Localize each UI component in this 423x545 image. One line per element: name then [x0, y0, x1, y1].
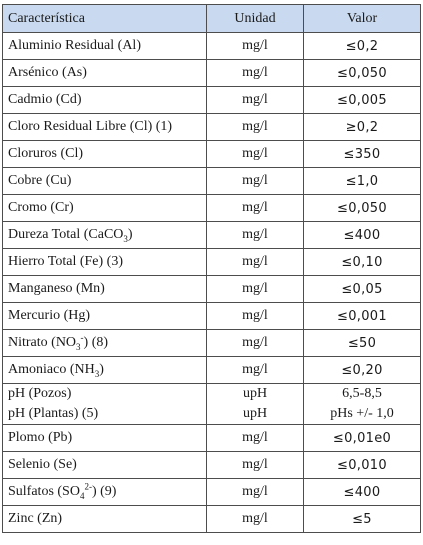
row-value: ≤0,2	[304, 33, 421, 60]
row-unit	[207, 384, 304, 425]
table-row	[3, 357, 421, 384]
row-value: ≤0,05	[304, 276, 421, 303]
row-name: Cromo (Cr)	[3, 195, 207, 222]
row-value: ≤0,050	[304, 60, 421, 87]
row-name: Cadmio (Cd)	[3, 87, 207, 114]
row-unit: mg/l	[207, 330, 304, 357]
row-value: ≤0,01e0	[304, 425, 421, 452]
row-value: ≤400	[304, 479, 421, 506]
name-text: Dureza Total (CaCO	[8, 227, 124, 242]
row-unit: mg/l	[207, 60, 304, 87]
row-unit: mg/l	[207, 114, 304, 141]
row-value: ≤350	[304, 141, 421, 168]
row-unit: mg/l	[207, 303, 304, 330]
row-name: Manganeso (Mn)	[3, 276, 207, 303]
row-name	[3, 479, 207, 506]
table-row	[3, 141, 421, 168]
table-row	[3, 506, 421, 533]
name-text: ) (9)	[91, 484, 117, 499]
row-unit: mg/l	[207, 452, 304, 479]
row-unit: mg/l	[207, 479, 304, 506]
row-unit: mg/l	[207, 141, 304, 168]
row-name	[3, 384, 207, 425]
ph-pozos-label: pH (Pozos)	[8, 386, 72, 401]
row-value: ≤5	[304, 506, 421, 533]
row-name: Hierro Total (Fe) (3)	[3, 249, 207, 276]
row-value: ≤400	[304, 222, 421, 249]
superscript: -	[80, 332, 84, 343]
row-name: Mercurio (Hg)	[3, 303, 207, 330]
row-name	[3, 330, 207, 357]
row-name: Cloruros (Cl)	[3, 141, 207, 168]
row-value: ≥0,2	[304, 114, 421, 141]
row-name: Zinc (Zn)	[3, 506, 207, 533]
row-name	[3, 357, 207, 384]
table-row	[3, 168, 421, 195]
name-text: ) (8)	[83, 335, 109, 350]
subscript: 3	[94, 368, 100, 379]
table-row	[3, 87, 421, 114]
row-unit: mg/l	[207, 357, 304, 384]
row-unit: mg/l	[207, 33, 304, 60]
name-text: Nitrato (NO	[8, 335, 77, 350]
subscript: 3	[76, 341, 81, 352]
ph-pozos-value: 6,5-8,5	[342, 386, 382, 401]
table-row	[3, 303, 421, 330]
table-row	[3, 222, 421, 249]
table-row	[3, 195, 421, 222]
row-value: ≤0,050	[304, 195, 421, 222]
row-value: ≤1,0	[304, 168, 421, 195]
ph-plantas-value: pHs +/- 1,0	[330, 406, 394, 421]
ph-pozos-unit: upH	[242, 386, 268, 401]
row-name: Cobre (Cu)	[3, 168, 207, 195]
header-row	[3, 5, 421, 33]
row-name: Plomo (Pb)	[3, 425, 207, 452]
ph-plantas-label: pH (Plantas) (5)	[8, 406, 99, 421]
table-header	[3, 5, 421, 33]
row-name: Cloro Residual Libre (Cl) (1)	[3, 114, 207, 141]
row-unit: mg/l	[207, 506, 304, 533]
row-unit: mg/l	[207, 425, 304, 452]
table-row	[3, 452, 421, 479]
row-name: Arsénico (As)	[3, 60, 207, 87]
name-text: )	[99, 362, 104, 377]
row-value: ≤0,10	[304, 249, 421, 276]
table-row	[3, 425, 421, 452]
subscript: 4	[79, 490, 85, 501]
row-unit: mg/l	[207, 168, 304, 195]
header-valor: Valor	[304, 5, 421, 33]
header-unidad: Unidad	[207, 5, 304, 33]
name-text: Amoniaco (NH	[8, 362, 95, 377]
row-unit: mg/l	[207, 87, 304, 114]
table-row	[3, 114, 421, 141]
table-row	[3, 479, 421, 506]
ph-plantas-unit: upH	[242, 406, 268, 421]
row-value: ≤0,005	[304, 87, 421, 114]
table-row	[3, 33, 421, 60]
table-row	[3, 330, 421, 357]
header-caracteristica: Característica	[3, 5, 207, 33]
table-row	[3, 60, 421, 87]
row-value: ≤0,010	[304, 452, 421, 479]
row-value: ≤0,20	[304, 357, 421, 384]
table-row	[3, 276, 421, 303]
row-value: ≤0,001	[304, 303, 421, 330]
water-quality-table	[2, 4, 421, 533]
row-unit: mg/l	[207, 222, 304, 249]
row-unit: mg/l	[207, 195, 304, 222]
row-name	[3, 222, 207, 249]
row-name: Aluminio Residual (Al)	[3, 33, 207, 60]
row-unit: mg/l	[207, 276, 304, 303]
row-value: ≤50	[304, 330, 421, 357]
table-row-ph	[3, 384, 421, 425]
name-text: )	[127, 227, 133, 242]
superscript: 2-	[84, 481, 92, 492]
name-text: Sulfatos (SO	[8, 484, 80, 499]
table-row	[3, 249, 421, 276]
subscript: 3	[123, 233, 128, 244]
row-value	[304, 384, 421, 425]
row-unit: mg/l	[207, 249, 304, 276]
row-name: Selenio (Se)	[3, 452, 207, 479]
